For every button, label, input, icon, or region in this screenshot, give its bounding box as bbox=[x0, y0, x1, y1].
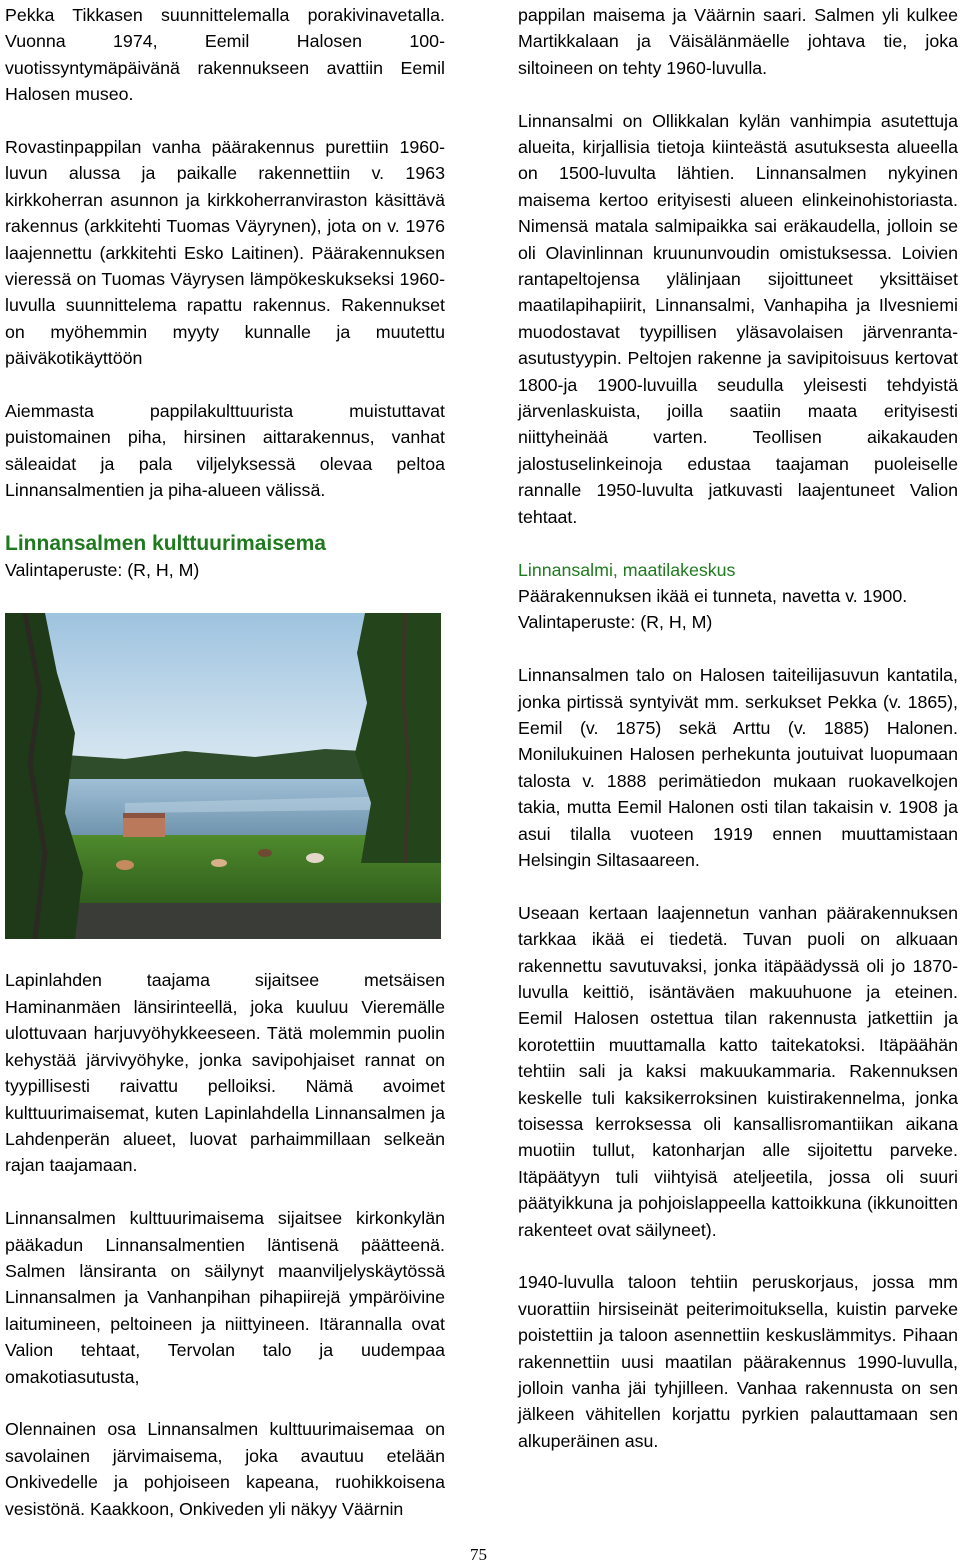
left-paragraph-1: Pekka Tikkasen suunnittelemalla porakivinavetalla. Vuonna 1974, Eemil Halosen 100-vuotissyntymäpäivänä rakennukseen avattiin Eemil Halosen museo. bbox=[5, 5, 445, 105]
right-paragraph-1: pappilan maisema ja Väärnin saari. Salmen yli kulkee Martikkalaan ja Väisälänmäelle johtava tie, joka siltoineen on tehty 1960-luvulla. bbox=[518, 5, 958, 78]
left-column bbox=[5, 2, 445, 1522]
landscape-photo bbox=[5, 613, 441, 939]
left-paragraph-3: Aiemmasta pappilakulttuurista muistuttavat puistomainen piha, hirsinen aittarakennus, vanhat säleaidat ja pala viljelyksessä olevaa peltoa Linnansalmentien ja piha-alueen välissä. bbox=[5, 401, 445, 501]
section-heading-maatilakeskus: Linnansalmi, maatilakeskus bbox=[518, 559, 736, 580]
left-paragraph-2: Rovastinpappilan vanha päärakennus purettiin 1960-luvun alussa ja paikalle rakennettiin v. 1963 kirkkoherran asunnon ja kirkkoherranviraston käsittävä rakennus (arkkitehti Tuomas Väyrynen), jota on v. 1976 laajennettu (arkkitehti Esko Laitinen). Päärakennuksen vieressä on Tuomas Väyrysen lämpökeskukseksi 1960-luvulla suunnittelema rapattu rakennus. Rakennukset on myöhemmin myyty kunnalle ja muutettu päiväkotikäyttöön bbox=[5, 137, 445, 369]
section-heading-kulttuurimaisema: Linnansalmen kulttuurimaisema bbox=[5, 532, 326, 556]
left-paragraph-4: Lapinlahden taajama sijaitsee metsäisen Haminanmäen länsirinteellä, joka kuuluu Vieremälle ulottuvaan harjuvyöhykkeeseen. Tätä molemmin puolin kehystää järvivyöhyke, jonka savipohjaiset rannat on tyypillisesti raivattu pelloiksi. Nämä avoimet kulttuurimaisemat, kuten Lapinlahdella Linnansalmen ja Lahdenperän alueet, luovat parhaimmillaan selkeän rajan taajamaan. bbox=[5, 970, 445, 1176]
right-paragraph-3: Linnansalmen talo on Halosen taiteilijasuvun kantatila, jonka pirtissä syntyivät mm. serkukset Pekka (v. 1865), Eemil (v. 1875) sekä Arttu (v. 1885) Halonen. Monilukuinen Halosen perhekunta joutuivat luopumaan talosta v. 1888 perimätiedon mukaan ruokavelkojen takia, mutta Eemil Halonen osti tilan takaisin v. 1908 ja asui tilalla vuoteen 1919 ennen muuttamistaan Helsingin Siltasaareen. bbox=[518, 665, 958, 870]
page-number: 75 bbox=[470, 1545, 487, 1564]
right-paragraph-5: 1940-luvulla taloon tehtiin peruskorjaus, jossa mm vuorattiin hirsiseinät peiterimoituksella, kuistin parveke poistettiin ja taloon asennettiin keskuslämmitys. Pihaan rakennettiin uusi maatilan päärakennus 1990-luvulla, jolloin vanha jäi tyhjilleen. Vanhaa rakennusta on sen jälkeen vähitellen korjattu pyrkien palauttamaan sen alkuperäinen asu. bbox=[518, 1272, 958, 1451]
right-column bbox=[518, 2, 958, 1454]
right-paragraph-4: Useaan kertaan laajennetun vanhan päärakennuksen tarkkaa ikää ei tiedetä. Tuvan puoli on alkuaan rakennettu savutuvaksi, jonka itäpäädyssä oli jo 1870-luvulla keittiö, isäntäväen makuuhuone ja eteinen. Eemil Halosen ostettua tilan rakennusta jatkettiin ja korotettiin muuttamalla katto taitekatoksi. Itäpäähän tehtiin sali ja kaksi makuukammaria. Rakennuksen keskelle tuli kaksikerroksinen kuistirakennelma, jonka toisessa kerroksessa oli kansallisromantiikan aikana muotiin tullut, katonharjan alle sijoitettu parveke. Itäpäätyyn tuli viihtyisä ateljeetila, jossa oli suuri päätyikkuna ja pohjoislappeella kattoikkuna (ikkunoitten rakenteet ovat säilyneet). bbox=[518, 902, 958, 1240]
right-paragraph-2: Linnansalmi on Ollikkalan kylän vanhimpia asutettuja alueita, kirjallisia tietoja kiinteästä asutuksesta alueella on 1500-luvulta lähtien. Linnansalmen nykyinen maisema kertoo erityisesti alueen elinkeinohistoriasta. Nimensä matala salmipaikka sai eräkaudella, jolloin se oli Olavinlinnan kruununvoudin omistuksessa. Loivien rantapeltojensa ylälinjaan sijoittuneet yksittäiset maatilapihapiirit, Linnansalmi, Vanhapiha ja Ilvesniemi muodostavat tyypillisen yläsavolaisen järvenranta-asutustyypin. Peltojen rakenne ja savipitoisuus kertovat 1800-ja 1900-luvuilla seudulla yleisesti tehdyistä järvenlaskuista, joilla saatiin maata erityisesti niittyheinää varten. Teollisen aikakauden jalostuselinkeinoja edustaa taajaman puoleiselle rannalle 1950-luvulta jatkuvasti laajentuneet Valion tehtaat. bbox=[518, 110, 958, 527]
selection-criteria-left: Valintaperuste: (R, H, M) bbox=[5, 560, 200, 581]
selection-criteria-right: Valintaperuste: (R, H, M) bbox=[518, 612, 713, 633]
building-age-line: Päärakennuksen ikää ei tunneta, navetta v. 1900. bbox=[518, 585, 908, 606]
left-paragraph-5: Linnansalmen kulttuurimaisema sijaitsee kirkonkylän pääkadun Linnansalmentien läntisenä päätteenä. Salmen länsiranta on säilynyt maanviljelyskäytössä Linnansalmen ja Vanhanpihan pihapiirejä ympäröivine laitumineen, peltoineen ja niittyineen. Itärannalla ovat Valion tehtaat, Tervolan talo ja uudempaa omakotiasutusta, bbox=[5, 1208, 445, 1387]
left-paragraph-6: Olennainen osa Linnansalmen kulttuurimaisemaa on savolainen järvimaisema, joka avautuu etelään Onkivedelle ja pohjoiseen kapeana, ruohikkoisena vesistönä. Kaakkoon, Onkiveden yli näkyy Väärnin bbox=[5, 1419, 445, 1519]
